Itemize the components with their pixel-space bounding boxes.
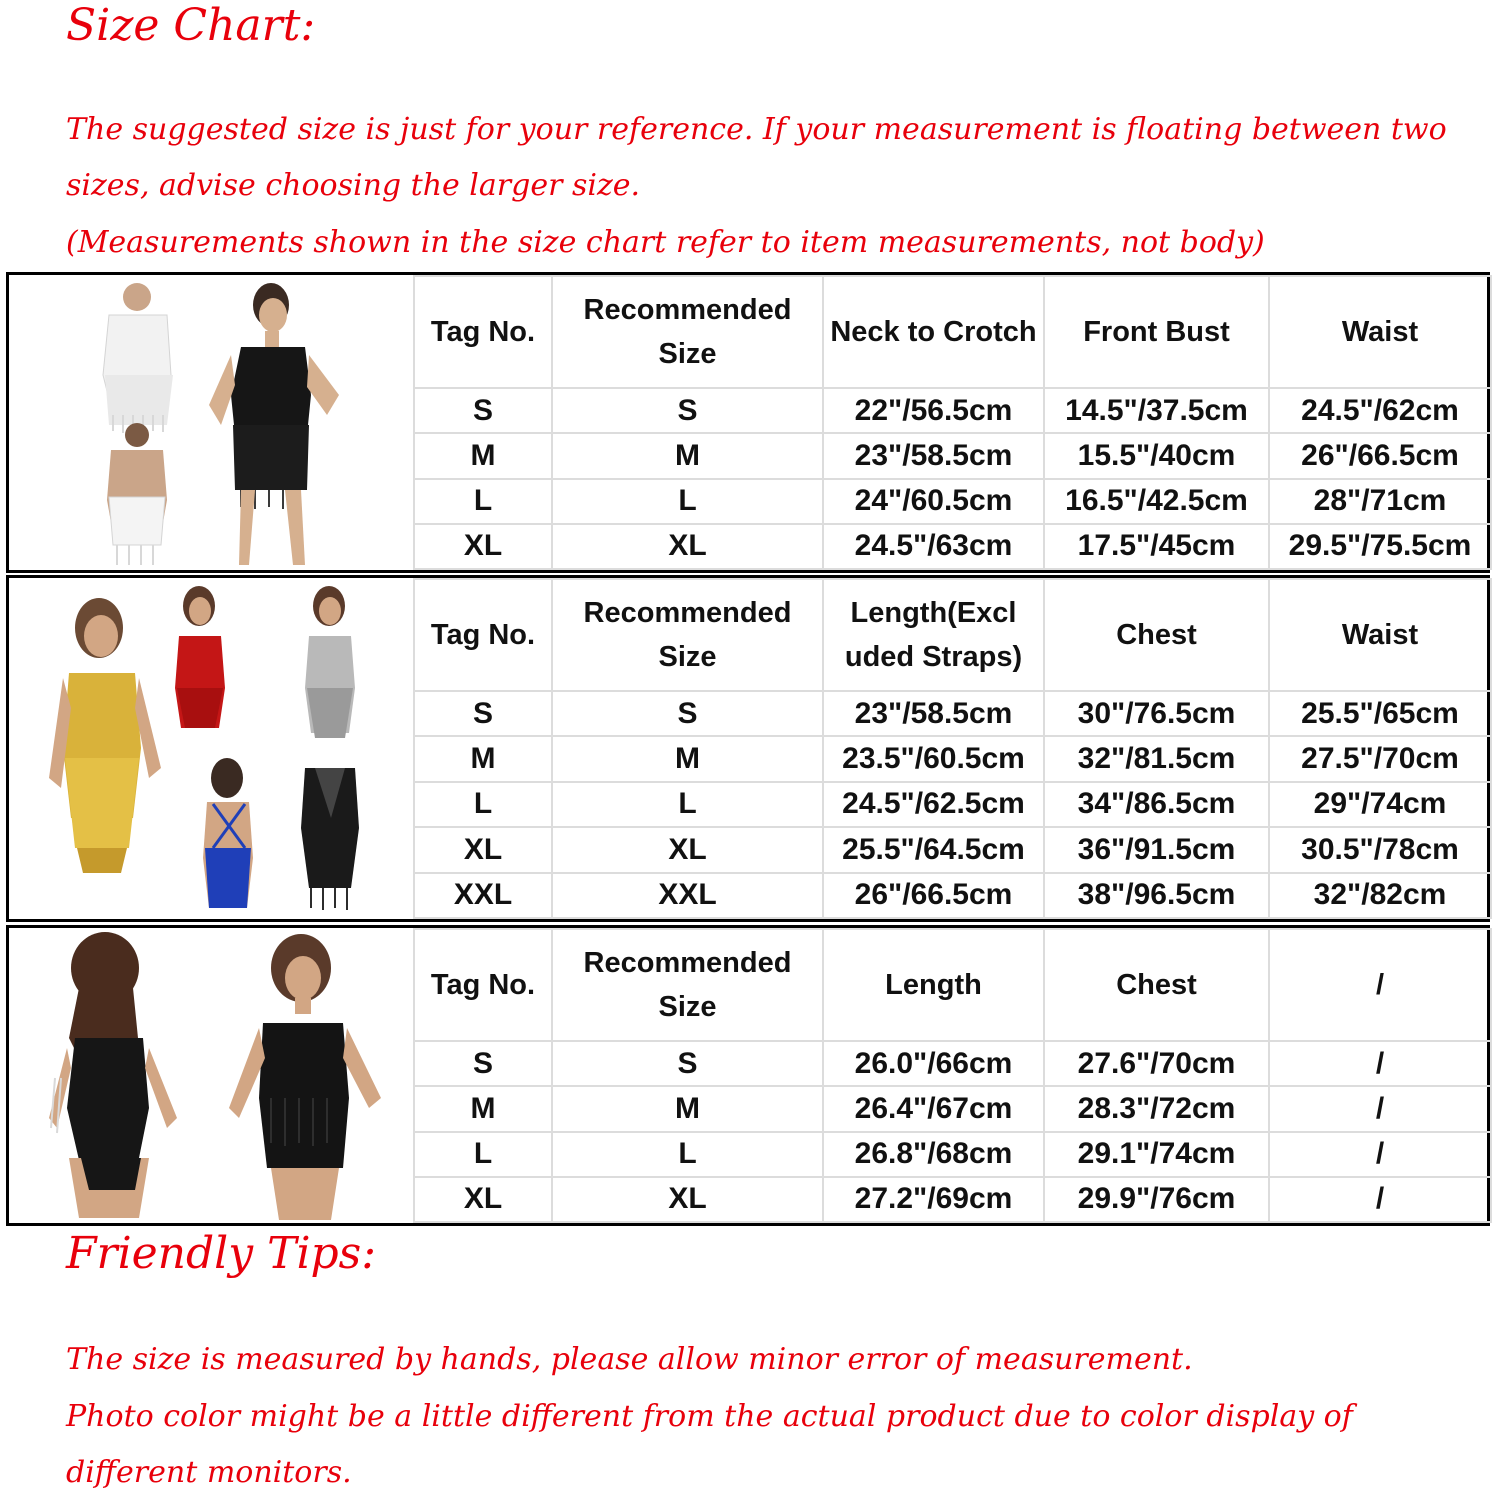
white-bodysuit-back-figure [107,423,167,565]
table-header-row [414,276,1491,388]
black-fringe-bodysuit-back-figure [49,932,177,1218]
cell-measure: 26.0"/66cm [823,1041,1044,1086]
cell-measure: 27.5"/70cm [1269,736,1491,781]
cell-measure: 22"/56.5cm [823,388,1044,433]
reference-note: The suggested size is just for your reference. If your measurement is floating between two [66,112,1447,147]
cell-measure: 26.8"/68cm [823,1132,1044,1177]
cell-measure: 29.5"/75.5cm [1269,524,1491,569]
table-row [414,1041,1491,1086]
table-row [414,782,1491,827]
cell-measure: 27.6"/70cm [1044,1041,1269,1086]
cell-tag: L [414,479,552,524]
cell-measure: 26"/66.5cm [823,873,1044,918]
header-tag-no: Tag No. [414,579,552,691]
cell-size: XXL [552,873,823,918]
cell-measure: 23.5"/60.5cm [823,736,1044,781]
table-row [414,524,1491,569]
cell-size: XL [552,1177,823,1222]
header-length-excluded-straps: Length(Excl uded Straps) [823,579,1044,691]
cell-measure: 29.1"/74cm [1044,1132,1269,1177]
tip-photo-color-cont: different monitors. [66,1455,352,1490]
size-table-2 [413,578,1492,919]
header-length: Length [823,929,1044,1041]
blue-bodysuit-back-figure [203,758,253,908]
cell-tag: XL [414,827,552,872]
cell-tag: S [414,1041,552,1086]
header-neck-to-crotch: Neck to Crotch [823,276,1044,388]
header-placeholder: / [1269,929,1491,1041]
reference-note-cont: sizes, advise choosing the larger size. [66,168,641,203]
product-photo-2-figures [9,578,413,919]
size-table-block-2 [6,575,1490,922]
table-row [414,1177,1491,1222]
cell-measure: 38"/96.5cm [1044,873,1269,918]
cell-size: S [552,1041,823,1086]
cell-measure: 24.5"/62.5cm [823,782,1044,827]
cell-tag: XL [414,524,552,569]
cell-measure: 25.5"/64.5cm [823,827,1044,872]
product-photo-1-figures [9,275,413,570]
white-bodysuit-front-figure [103,283,173,433]
size-table-block-1 [6,272,1490,573]
cell-tag: XXL [414,873,552,918]
size-chart-title: Size Chart: [66,0,316,51]
cell-size: S [552,388,823,433]
cell-tag: L [414,782,552,827]
header-waist: Waist [1269,579,1491,691]
cell-measure: 28"/71cm [1269,479,1491,524]
cell-measure: 24.5"/63cm [823,524,1044,569]
header-recommended-size: Recommended Size [552,276,823,388]
header-front-bust: Front Bust [1044,276,1269,388]
cell-measure: / [1269,1132,1491,1177]
cell-size: S [552,691,823,736]
cell-measure: 26.4"/67cm [823,1086,1044,1131]
table-row [414,691,1491,736]
table-row [414,1132,1491,1177]
cell-measure: 24"/60.5cm [823,479,1044,524]
black-bodysuit-figure [209,283,339,565]
table-row [414,827,1491,872]
cell-tag: S [414,388,552,433]
size-table-block-3 [6,925,1490,1226]
table-row [414,479,1491,524]
cell-tag: S [414,691,552,736]
cell-measure: 28.3"/72cm [1044,1086,1269,1131]
cell-measure: 17.5"/45cm [1044,524,1269,569]
cell-tag: M [414,433,552,478]
cell-tag: M [414,1086,552,1131]
table-row [414,433,1491,478]
cell-measure: 14.5"/37.5cm [1044,388,1269,433]
cell-measure: 27.2"/69cm [823,1177,1044,1222]
header-chest: Chest [1044,929,1269,1041]
cell-measure: 34"/86.5cm [1044,782,1269,827]
table-row [414,388,1491,433]
header-tag-no: Tag No. [414,929,552,1041]
cell-size: L [552,479,823,524]
cell-tag: M [414,736,552,781]
cell-measure: 23"/58.5cm [823,433,1044,478]
cell-size: XL [552,524,823,569]
friendly-tips-title: Friendly Tips: [66,1228,377,1279]
cell-measure: 26"/66.5cm [1269,433,1491,478]
cell-size: L [552,782,823,827]
size-table-3 [413,928,1492,1223]
cell-measure: 23"/58.5cm [823,691,1044,736]
table-row [414,1086,1491,1131]
red-sequin-bodysuit-figure [175,586,225,728]
product-photo-1 [9,275,413,570]
cell-measure: / [1269,1086,1491,1131]
table-row [414,873,1491,918]
table-row [414,736,1491,781]
cell-size: XL [552,827,823,872]
cell-size: M [552,1086,823,1131]
tip-photo-color: Photo color might be a little different from the actual product due to color display of [66,1399,1353,1434]
cell-measure: 29"/74cm [1269,782,1491,827]
cell-size: M [552,433,823,478]
header-recommended-size: Recommended Size [552,929,823,1041]
size-table-1 [413,275,1492,570]
product-photo-3-figures [9,928,413,1223]
cell-measure: 32"/81.5cm [1044,736,1269,781]
product-photo-3 [9,928,413,1223]
header-tag-no: Tag No. [414,276,552,388]
cell-measure: 15.5"/40cm [1044,433,1269,478]
cell-measure: / [1269,1177,1491,1222]
header-chest: Chest [1044,579,1269,691]
header-waist: Waist [1269,276,1491,388]
black-sequin-bodysuit-figure [301,768,359,910]
cell-measure: 25.5"/65cm [1269,691,1491,736]
cell-measure: 30.5"/78cm [1269,827,1491,872]
table-header-row [414,929,1491,1041]
cell-measure: 32"/82cm [1269,873,1491,918]
cell-measure: 24.5"/62cm [1269,388,1491,433]
cell-measure: 30"/76.5cm [1044,691,1269,736]
tip-measurement-error: The size is measured by hands, please allow minor error of measurement. [66,1342,1193,1377]
silver-sequin-bodysuit-figure [305,586,355,738]
table-header-row [414,579,1491,691]
black-fringe-bodysuit-front-figure [229,934,381,1220]
header-recommended-size: Recommended Size [552,579,823,691]
cell-measure: 16.5"/42.5cm [1044,479,1269,524]
product-photo-2 [9,578,413,919]
cell-measure: 29.9"/76cm [1044,1177,1269,1222]
cell-size: L [552,1132,823,1177]
cell-measure: 36"/91.5cm [1044,827,1269,872]
measurement-note: (Measurements shown in the size chart refer to item measurements, not body) [66,225,1265,260]
gold-sequin-bodysuit-figure [49,598,161,873]
cell-tag: L [414,1132,552,1177]
cell-measure: / [1269,1041,1491,1086]
cell-size: M [552,736,823,781]
cell-tag: XL [414,1177,552,1222]
